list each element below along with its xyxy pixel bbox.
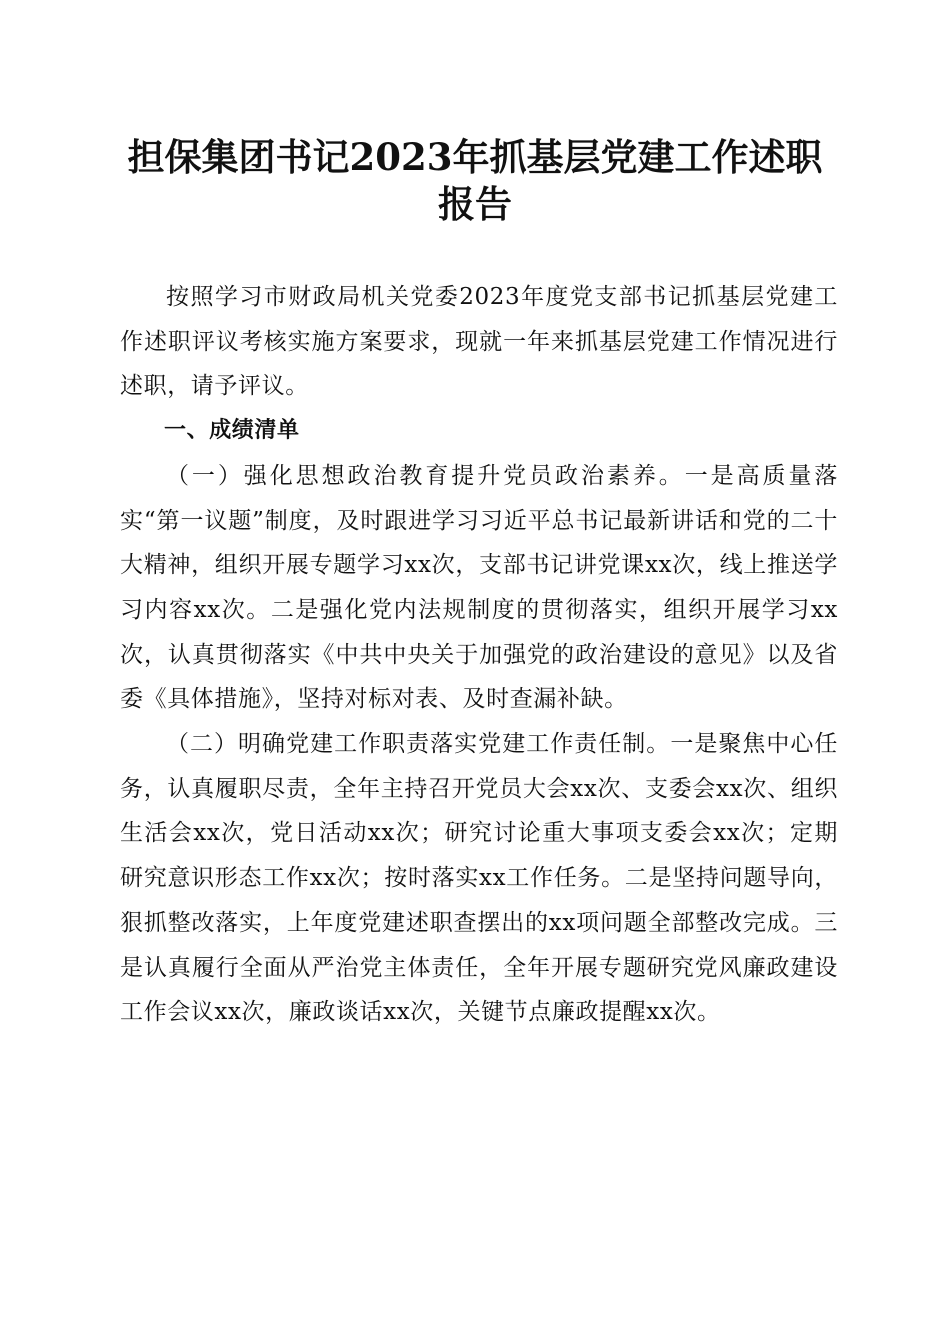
item-paragraph-2 [120,722,838,1035]
document-body [120,275,838,1035]
document-title: 担保集团书记2023年抓基层党建工作述职报告 [127,135,823,226]
item-paragraph-1 [120,454,838,722]
item-text-1: 一是高质量落实“第一议题”制度，及时跟进学习习近平总书记最新讲话和党的二十大精神，组织开展专题学习xx次，支部书记讲党课xx次，线上推送学习内容xx次。二是强化党内法规制度的贯彻落实，组织开展学习xx次，认真贯彻落实《中共中央关于加强党的政治建设的意见》以及省委《具体措施》，坚持对标对表、及时查漏补缺。 [120,462,838,713]
item-lead-2: （二）明确党建工作职责落实党建工作责任制。 [166,731,671,758]
intro-paragraph: 按照学习市财政局机关党委2023年度党支部书记抓基层党建工作述职评议考核实施方案要求，现就一年来抓基层党建工作情况进行述职，请予评议。 [120,284,838,400]
item-lead-1: （一）强化思想政治教育提升党员政治素养。 [166,462,685,489]
section-heading-achievements: 一、成绩清单 [164,418,300,444]
item-text-2: 一是聚焦中心任务，认真履职尽责，全年主持召开党员大会xx次、支委会xx次、组织生活会xx次，党日活动xx次；研究讨论重大事项支委会xx次；定期研究意识形态工作xx次；按时落实xx工作任务。二是坚持问题导向，狠抓整改落实，上年度党建述职查摆出的xx项问题全部整改完成。三是认真履行全面从严治党主体责任，全年开展专题研究党风廉政建设工作会议xx次，廉政谈话xx次，关键节点廉政提醒xx次。 [120,731,838,1026]
